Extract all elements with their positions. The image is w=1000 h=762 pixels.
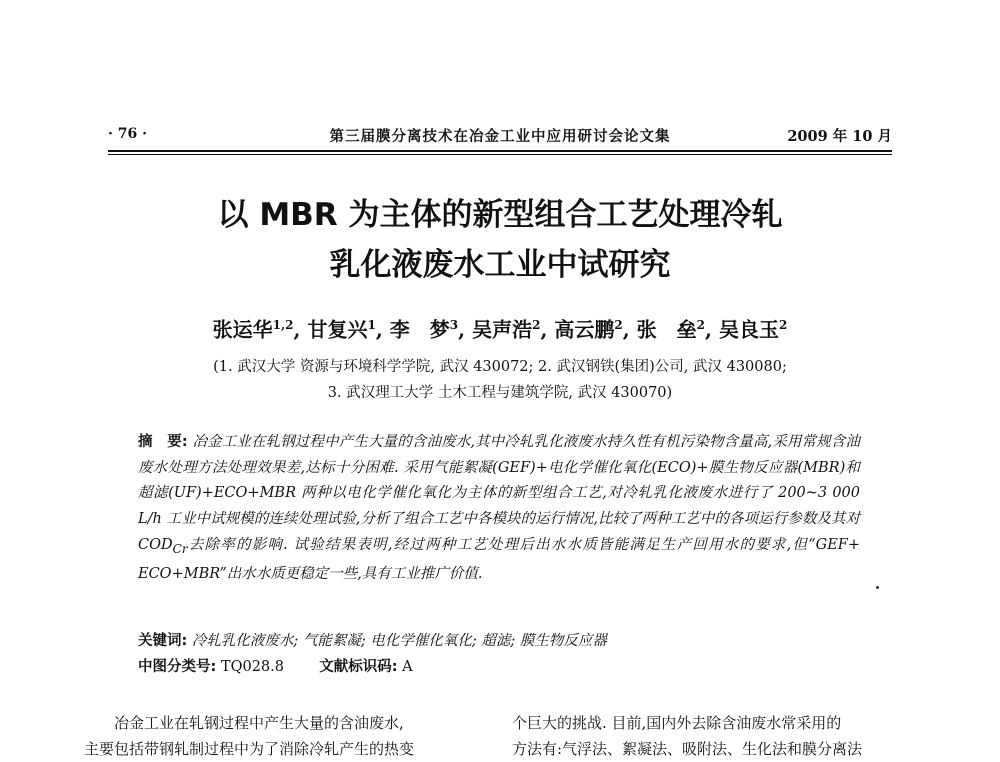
keywords-label: 关键词: <box>138 633 188 649</box>
body-text-line: 个巨大的挑战. 目前,国内外去除含油废水常采用的 <box>512 714 842 732</box>
author-name: 吴良玉 <box>718 317 779 342</box>
keywords <box>138 629 860 653</box>
author-affiliation-mark: 2 <box>532 318 541 332</box>
keywords-value: 冷轧乳化液废水; 气能絮凝; 电化学催化氧化; 超滤; 膜生物反应器 <box>191 633 607 649</box>
affiliations <box>60 354 940 406</box>
affiliation-line-1: (1. 武汉大学 资源与环境科学学院, 武汉 430072; 2. 武汉钢铁(集团)公司, 武汉 430080; <box>213 359 787 375</box>
author-name: 张 垒 <box>636 317 697 342</box>
clc-label: 中图分类号: <box>138 659 217 675</box>
author-affiliation-mark: 2 <box>614 318 623 332</box>
abstract-text: 冶金工业在轧钢过程中产生大量的含油废水,其中冷轧乳化液废水持久性有机污染物含量高,采用常规含油废水处理方法处理效果差,达标十分困难. 采用气能絮凝(GEF)+电化学催化氧化(ECO)+膜生物反应器(MBR)和超滤(UF)+ECO+MBR 两种以电化学催化氧化为主体的新型组合工艺,对冷轧乳化液废水进行了 200~3 000 L/h 工业中试规模的连续处理试验,分析了组合工艺中各模块的运行情况,比较了两种工艺中的各项运行参数及其对 COD <box>138 434 861 553</box>
classification <box>138 655 860 679</box>
abstract-subscript: Cr <box>172 541 188 556</box>
body-column-right <box>512 710 902 762</box>
body-text-line: 主要包括带钢轧制过程中为了消除冷轧产生的热变 <box>84 740 415 758</box>
clc-value: TQ028.8 <box>220 659 284 675</box>
affiliation-line-2: 3. 武汉理工大学 土木工程与建筑学院, 武汉 430070) <box>327 385 673 401</box>
journal-title: 第三届膜分离技术在冶金工业中应用研讨会论文集 <box>329 128 671 145</box>
author-name: 张运华 <box>212 317 273 342</box>
body-text-line: 方法有:气浮法、絮凝法、吸附法、生化法和膜分离法 <box>512 740 863 758</box>
abstract-label: 摘 要: <box>138 434 188 450</box>
author-name: 吴声浩 <box>472 317 533 342</box>
page-number: · 76 · <box>108 126 147 142</box>
header-rule-thin <box>108 154 892 155</box>
doc-code-value: A <box>402 659 413 675</box>
title-line-1: 以 MBR 为主体的新型组合工艺处理冷轧 <box>217 197 783 233</box>
body-column-left <box>84 710 474 762</box>
author-affiliation-mark: 2 <box>696 318 706 332</box>
author-name: 甘复兴 <box>307 317 368 342</box>
author-affiliation-mark: 1 <box>367 318 376 332</box>
paper-title <box>60 190 940 290</box>
header-rule-thick <box>108 150 892 152</box>
scan-speck <box>876 586 879 589</box>
abstract-text-continued: 去除率的影响. 试验结果表明,经过两种工艺处理后出水水质皆能满足生产回用水的要求,但“GEF+ ECO+MBR”出水水质更稳定一些,具有工业推广价值. <box>138 536 860 583</box>
author-list: 张运华$^{1,2}$, 甘复兴$^1$, 李 梦$^3$, 吴声浩$^2$, 高云鹏$^2$, 张 垒$^2$, 吴良玉$^2$ <box>212 317 788 342</box>
author-affiliation-mark: 1,2 <box>272 318 294 332</box>
author-affiliation-mark: 3 <box>449 318 459 332</box>
abstract <box>138 430 860 588</box>
author-name: 高云鹏 <box>554 317 615 342</box>
body-text-line: 冶金工业在轧钢过程中产生大量的含油废水, <box>114 714 404 732</box>
doc-code-label: 文献标识码: <box>319 659 398 675</box>
title-line-2: 乳化液废水工业中试研究 <box>329 247 671 283</box>
author-name: 李 梦 <box>389 317 450 342</box>
publication-date: 2009 年 10 月 <box>787 128 892 145</box>
running-header <box>108 122 892 148</box>
author-affiliation-mark: 2 <box>778 318 788 332</box>
